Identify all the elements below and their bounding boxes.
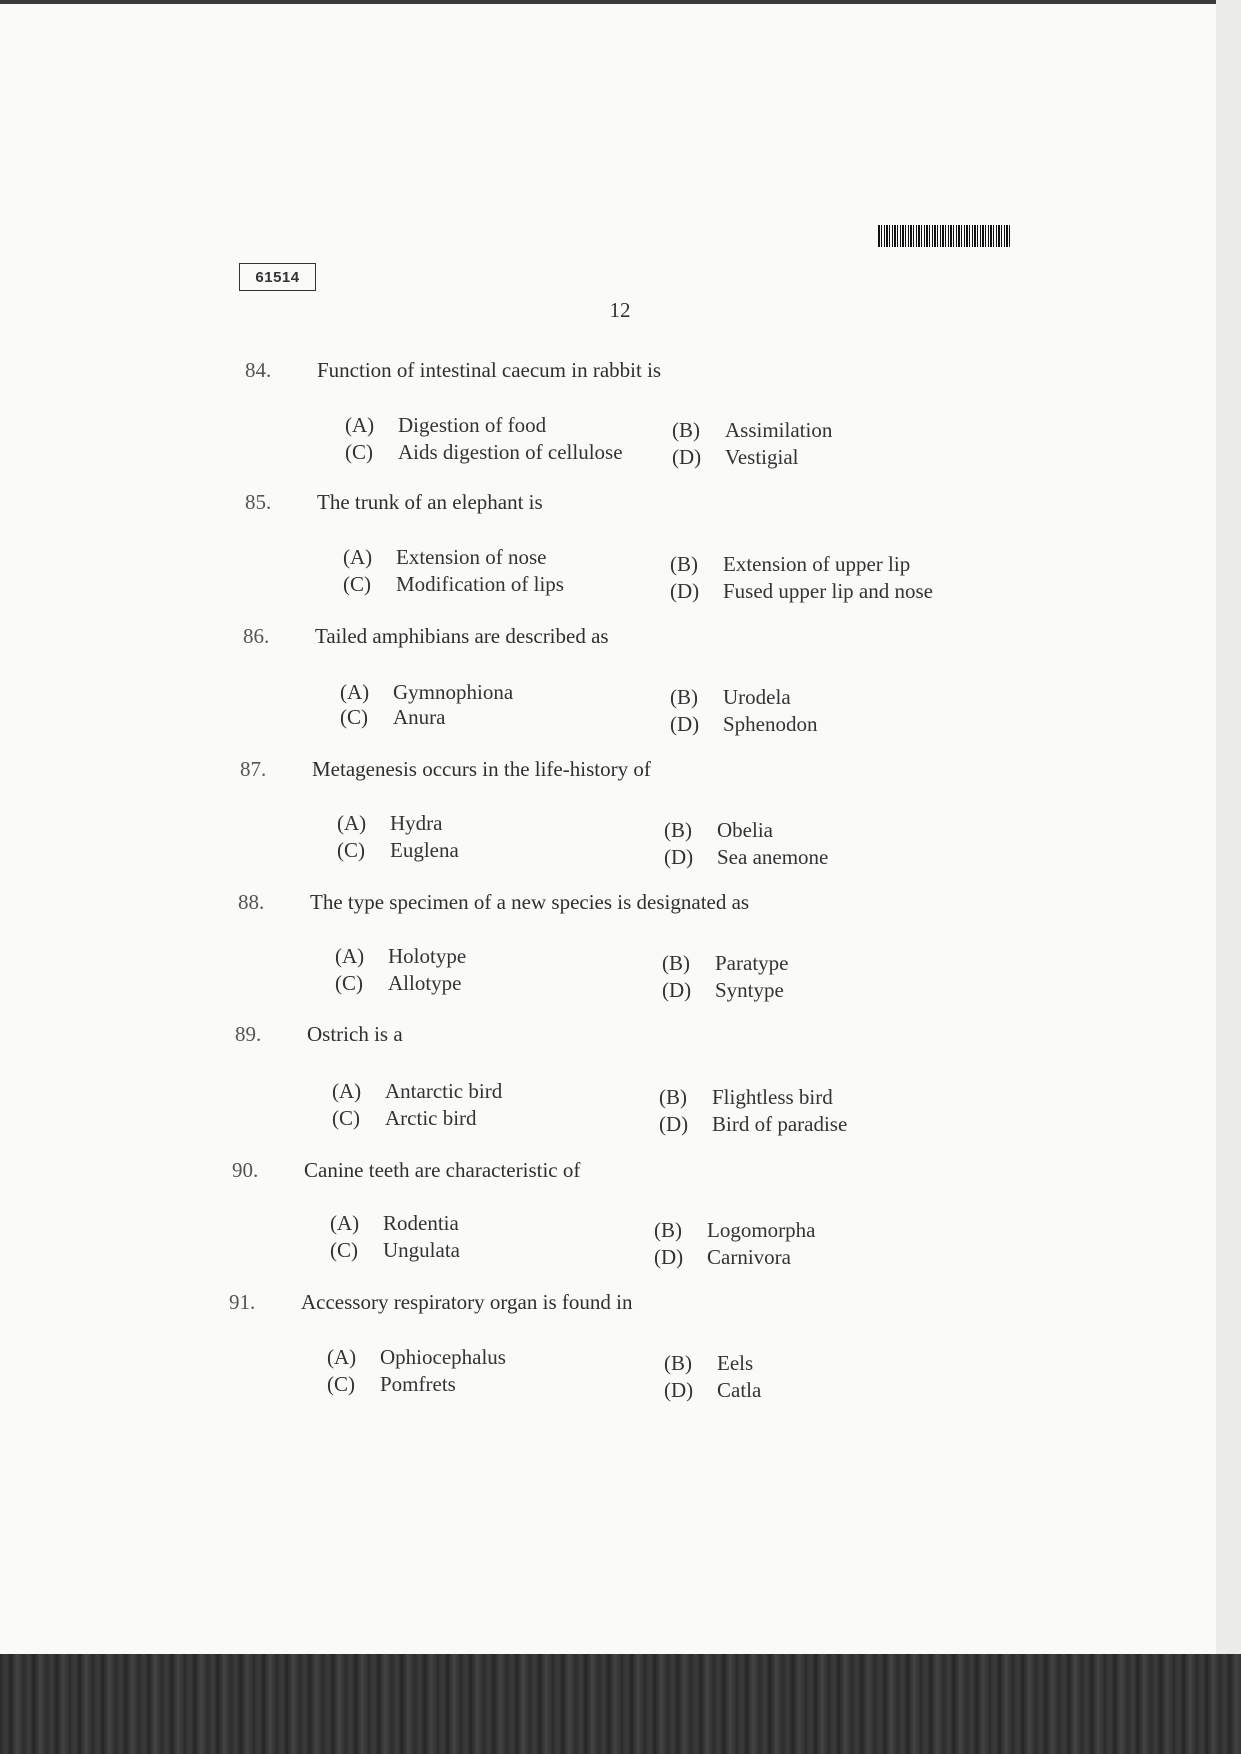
option-label: (B): [662, 951, 690, 975]
option-d: [670, 579, 933, 604]
option-d: [664, 1378, 761, 1403]
option-d: [654, 1245, 791, 1270]
option-label: (C): [327, 1372, 355, 1396]
option-label: (B): [664, 818, 692, 842]
option-text: Holotype: [388, 944, 467, 968]
option-text: Aids digestion of cellulose: [398, 440, 623, 464]
question-number: 86.: [243, 624, 270, 648]
option-text: Assimilation: [725, 418, 833, 442]
option-label: (C): [340, 705, 368, 729]
option-text: Digestion of food: [398, 413, 547, 437]
option-c: [337, 838, 459, 863]
option-c: [340, 705, 445, 730]
question-number: 87.: [240, 757, 267, 781]
option-c: [335, 971, 462, 996]
option-label: (A): [330, 1211, 360, 1235]
option-c: [343, 572, 564, 597]
option-label: (C): [337, 838, 365, 862]
option-a: [340, 680, 513, 705]
option-text: Modification of lips: [396, 572, 564, 596]
question-stem: Accessory respiratory organ is found in: [301, 1290, 633, 1314]
option-a: [337, 811, 442, 836]
option-label: (A): [335, 944, 365, 968]
option-text: Vestigial: [725, 445, 799, 469]
option-a: [345, 413, 546, 438]
option-d: [670, 712, 818, 737]
option-text: Ungulata: [383, 1238, 460, 1262]
option-label: (B): [672, 418, 700, 442]
option-text: Urodela: [723, 685, 791, 709]
question-stem: Ostrich is a: [307, 1022, 403, 1046]
option-c: [345, 440, 623, 465]
option-label: (D): [670, 712, 700, 736]
option-text: Extension of nose: [396, 545, 547, 569]
question-number: 88.: [238, 890, 265, 914]
option-text: Hydra: [390, 811, 443, 835]
option-b: [670, 552, 910, 577]
barcode: [878, 225, 1010, 247]
option-label: (A): [332, 1079, 362, 1103]
option-label: (C): [345, 440, 373, 464]
page-number: 12: [609, 298, 631, 322]
question-stem: The trunk of an elephant is: [317, 490, 543, 514]
question-stem: Function of intestinal caecum in rabbit is: [317, 358, 662, 382]
option-d: [662, 978, 784, 1003]
option-text: Sphenodon: [723, 712, 818, 736]
option-b: [672, 418, 832, 443]
option-label: (B): [664, 1351, 692, 1375]
question-number: 90.: [232, 1158, 259, 1182]
option-label: (B): [670, 685, 698, 709]
option-b: [654, 1218, 815, 1243]
option-text: Euglena: [390, 838, 459, 862]
option-a: [335, 944, 466, 969]
question-stem: Metagenesis occurs in the life-history of: [312, 757, 651, 781]
option-a: [343, 545, 546, 570]
question-stem: Canine teeth are characteristic of: [304, 1158, 581, 1182]
option-text: Bird of paradise: [712, 1112, 848, 1136]
question-stem: Tailed amphibians are described as: [315, 624, 609, 648]
option-label: (D): [672, 445, 702, 469]
option-d: [659, 1112, 847, 1137]
option-text: Rodentia: [383, 1211, 459, 1235]
option-label: (D): [654, 1245, 684, 1269]
option-label: (D): [670, 579, 700, 603]
option-text: Allotype: [388, 971, 462, 995]
option-label: (D): [662, 978, 692, 1002]
option-a: [330, 1211, 459, 1236]
question-stem: The type specimen of a new species is designated as: [310, 890, 750, 914]
option-label: (D): [664, 1378, 694, 1402]
option-text: Carnivora: [707, 1245, 791, 1269]
option-label: (A): [340, 680, 370, 704]
option-label: (C): [343, 572, 371, 596]
option-label: (C): [332, 1106, 360, 1130]
scanned-page: [0, 4, 1216, 1654]
option-b: [659, 1085, 833, 1110]
question-number: 91.: [229, 1290, 256, 1314]
option-c: [330, 1238, 460, 1263]
paper-code-box: 61514: [239, 263, 316, 291]
option-text: Pomfrets: [380, 1372, 456, 1396]
option-text: Ophiocephalus: [380, 1345, 506, 1369]
question-number: 89.: [235, 1022, 262, 1046]
option-label: (D): [659, 1112, 689, 1136]
scan-margin-bottom: [0, 1654, 1241, 1754]
option-text: Sea anemone: [717, 845, 829, 869]
option-c: [332, 1106, 477, 1131]
option-label: (C): [330, 1238, 358, 1262]
option-a: [327, 1345, 506, 1370]
option-text: Arctic bird: [385, 1106, 477, 1130]
option-b: [664, 818, 773, 843]
scan-margin-right: [1216, 0, 1241, 1654]
option-label: (A): [345, 413, 375, 437]
option-label: (A): [327, 1345, 357, 1369]
option-text: Paratype: [715, 951, 789, 975]
option-text: Obelia: [717, 818, 773, 842]
option-label: (B): [654, 1218, 682, 1242]
option-b: [662, 951, 788, 976]
option-d: [664, 845, 828, 870]
option-label: (B): [659, 1085, 687, 1109]
option-label: (B): [670, 552, 698, 576]
option-text: Eels: [717, 1351, 754, 1375]
option-text: Antarctic bird: [385, 1079, 503, 1103]
option-b: [664, 1351, 753, 1376]
option-label: (A): [343, 545, 373, 569]
option-d: [672, 445, 799, 470]
question-number: 84.: [245, 358, 272, 382]
option-label: (A): [337, 811, 367, 835]
option-text: Syntype: [715, 978, 784, 1002]
option-c: [327, 1372, 456, 1397]
option-text: Logomorpha: [707, 1218, 816, 1242]
option-text: Gymnophiona: [393, 680, 514, 704]
option-text: Flightless bird: [712, 1085, 833, 1109]
option-a: [332, 1079, 502, 1104]
option-text: Extension of upper lip: [723, 552, 911, 576]
option-text: Fused upper lip and nose: [723, 579, 933, 603]
option-text: Catla: [717, 1378, 762, 1402]
option-b: [670, 685, 791, 710]
option-text: Anura: [393, 705, 446, 729]
option-label: (D): [664, 845, 694, 869]
option-label: (C): [335, 971, 363, 995]
question-number: 85.: [245, 490, 272, 514]
